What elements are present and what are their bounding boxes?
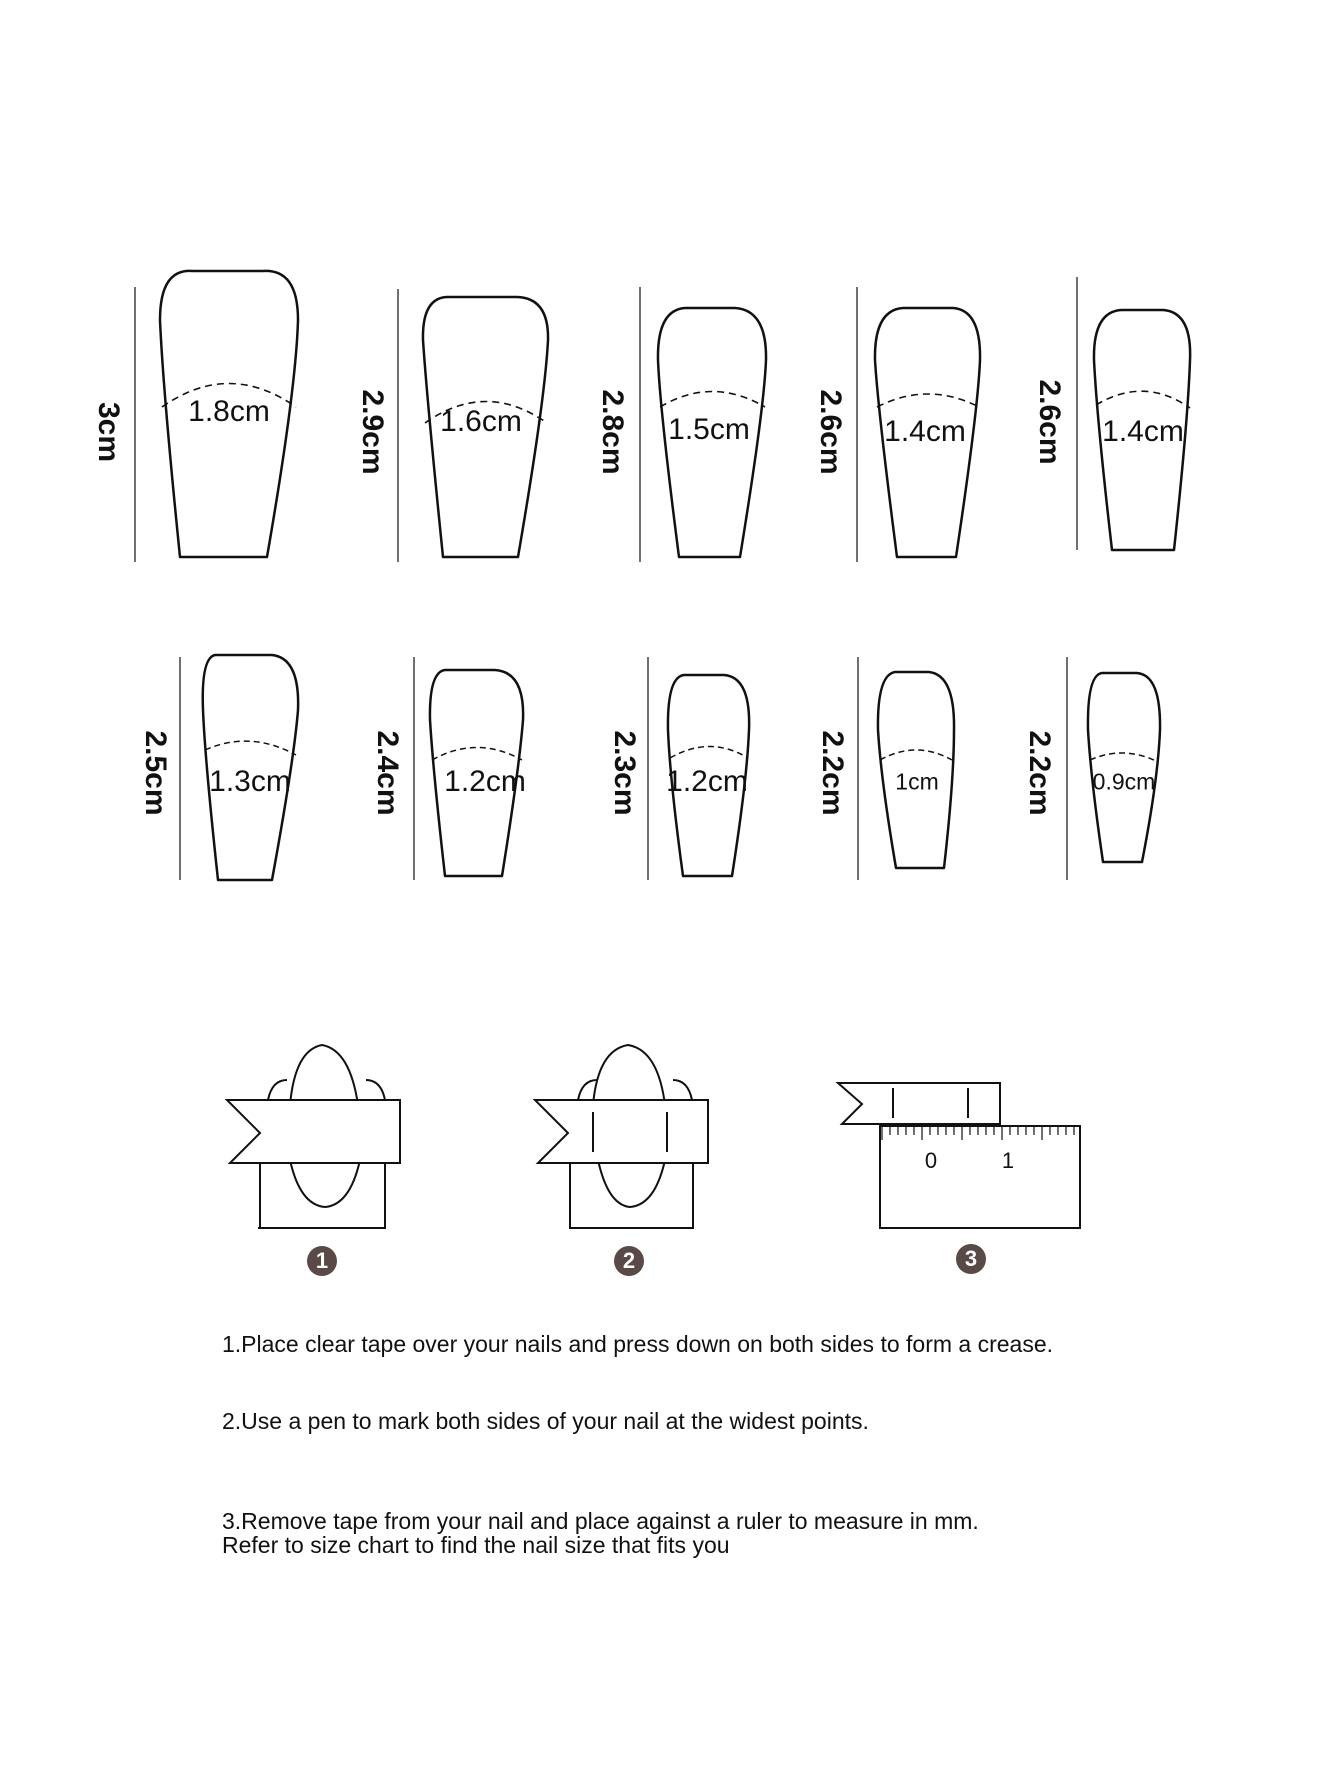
nail-8-width-label: 1.2cm bbox=[666, 765, 748, 798]
step-2-illustration bbox=[535, 1045, 708, 1228]
nail-2-length-label: 2.9cm bbox=[356, 389, 389, 475]
instruction-step-2: 2.Use a pen to mark both sides of your nail at the widest points. bbox=[222, 1408, 869, 1434]
step-1-badge: 1 bbox=[307, 1246, 337, 1276]
step-2-badge: 2 bbox=[614, 1246, 644, 1276]
instruction-step-1: 1.Place clear tape over your nails and press down on both sides to form a crease. bbox=[222, 1331, 1054, 1357]
step-1-illustration bbox=[227, 1045, 400, 1228]
nail-10-width-label: 0.9cm bbox=[1092, 768, 1156, 795]
nail-1-width-label: 1.8cm bbox=[188, 395, 270, 428]
step-3-badge: 3 bbox=[956, 1244, 986, 1274]
nail-7-length-label: 2.4cm bbox=[371, 730, 404, 816]
ruler-number-1: 1 bbox=[1001, 1148, 1015, 1173]
instruction-step-3: 3.Remove tape from your nail and place against a ruler to measure in mm. bbox=[222, 1508, 979, 1534]
nail-3-length-label: 2.8cm bbox=[596, 389, 629, 475]
nail-9-width-label: 1cm bbox=[895, 768, 939, 795]
nail-7-width-label: 1.2cm bbox=[444, 765, 526, 798]
nail-5-length-label: 2.6cm bbox=[1033, 379, 1066, 465]
nail-4-width-label: 1.4cm bbox=[884, 415, 966, 448]
nail-6-length-label: 2.5cm bbox=[139, 730, 172, 816]
nail-3-width-label: 1.5cm bbox=[668, 413, 750, 446]
nail-6-width-label: 1.3cm bbox=[209, 765, 291, 798]
nail-2-width-label: 1.6cm bbox=[440, 405, 522, 438]
nail-1-length-label: 3cm bbox=[92, 401, 125, 463]
nail-5-width-label: 1.4cm bbox=[1102, 415, 1184, 448]
nail-4-length-label: 2.6cm bbox=[814, 389, 847, 475]
ruler-number-0: 0 bbox=[924, 1148, 938, 1173]
nail-9-length-label: 2.2cm bbox=[816, 730, 849, 816]
step-3-illustration bbox=[838, 1083, 1080, 1228]
nail-10-length-label: 2.2cm bbox=[1023, 730, 1056, 816]
nail-8-length-label: 2.3cm bbox=[608, 730, 641, 816]
instruction-step-3-detail: Refer to size chart to find the nail size that fits you bbox=[222, 1532, 730, 1558]
